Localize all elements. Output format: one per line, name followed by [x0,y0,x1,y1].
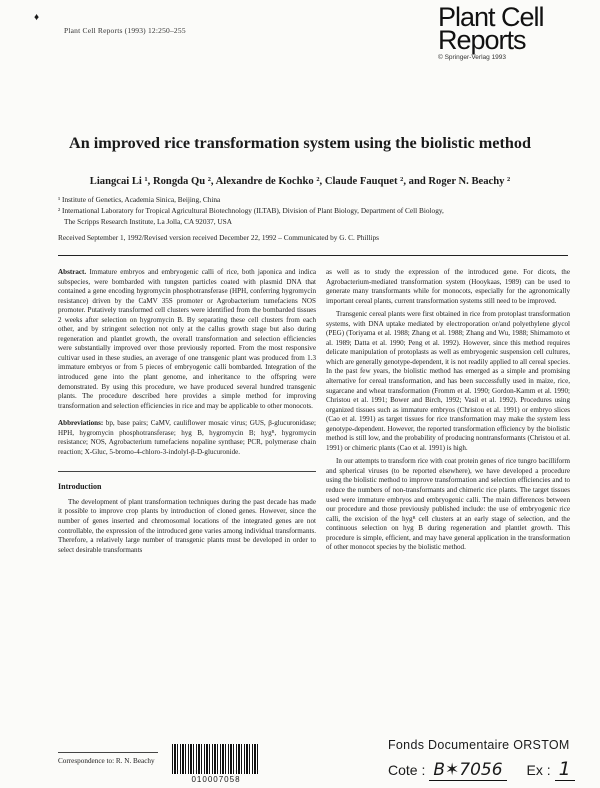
cote-value: B✶7056 [429,760,506,781]
received-dates: Received September 1, 1992/Revised version received December 22, 1992 – Communicated by G. C. Phillips [58,233,379,242]
affiliation-1: ¹ Institute of Genetics, Academia Sinica, Beijing, China [58,195,221,204]
abbreviations-text: bp, base pairs; CaMV, cauliflower mosaic virus; GUS, β-glucuronidase; HPH, hygromycin phosphotransferase; hyg B, hygromycin B; hygᴿ, hygromycin resistance; NOS, Agrobacterium tumefaciens nopaline synthase; PCR, polymerase chain reaction; X-Gluc, 5-bromo-4-chloro-3-indolyl-β-D-glucuronide. [58,419,316,456]
introduction-right-p2: Transgenic cereal plants were first obtained in rice from protoplast transformation systems, with DNA uptake mediated by electroporation or/and polyethylene glycol (PEG) (Toriyama et al. 1988; Zhang et al. 1988; Zhang and Wu, 1988; Shimamoto et al. 1989; Datta et al. 1990; Peng et al. 1992). However, since this method requires delicate manipulation of protoplasts as well as embryogenic suspension cell cultures, which are generally genotype-dependent, it is not readily applied to all cereal species. In the past few years, the biolistic method has emerged as a simple and promising alternative for cereal transformation, and has been successfully used in maize, rice, sugarcane and wheat transformation (Fromm et al. 1990; Gordon-Kamm et al. 1990; Christou et al. 1991; Bower and Birch, 1992; Vasil et al. 1992). Procedures using organized tissues such as immature embryos (Christou et al. 1991) or embryo slices (Cao et al. 1991) as target tissues for rice transformation may make the system less genotype-dependent. However, the reported transformation efficiency by the biolistic method is still low, and the probability of producing nontransformants (Christou et al. 1991) or chimeric plants (Cao et al. 1991) is high. [326,310,570,452]
affiliations [58,194,568,227]
barcode-number: 010007058 [191,775,241,784]
abstract-text: Immature embryos and embryogenic calli of rice, both japonica and indica subspecies, were bombarded with tungsten particles coated with plasmid DNA that contained a gene encoding hygromycin phosphotransferase (HPH, conferring hygromycin resistance) driven by the CaMV 35S promoter or Agrobacterium tumefaciens NOS promoter. Putatively transformed cell clusters were identified from the bombarded tissues 2 weeks after selection on hygromycin B. By separating these cell clusters from each other, and by stringent selection not only at the callus growth stage but also during regeneration and plantlet growth, the overall transformation and selection efficiencies were substantially improved over those previously reported. From the most responsive cultivar used in these studies, an average of one transgenic plant was produced from 1.3 immature embryos or from 5 pieces of embryogenic calli bombarded. Integration of the introduced gene into the plant genome, and inheritance to the offspring were demonstrated. By using this procedure, we have produced several hundred transgenic plants. The procedure described here provides a simple method for improving transformation and selection efficiencies in rice and may be applicable to other monocots. [58,268,317,410]
abbreviations-label: Abbreviations: [58,419,104,428]
author-list: Liangcai Li ¹, Rongda Qu ², Alexandre de Kochko ², Claude Fauquet ², and Roger N. Beachy ² [89,176,511,187]
corner-mark: ♦ [34,12,40,23]
footnote-rule [58,752,158,753]
introduction-heading: Introduction [58,482,102,492]
journal-logo-line1: Plant Cell [438,2,544,32]
stamp-cote-row [388,758,588,781]
journal-citation: Plant Cell Reports (1993) 12:250–255 [64,26,186,35]
introduction-right-p3: In our attempts to transform rice with coat protein genes of rice tungro bacilliform and spherical viruses (to be reported elsewhere), we have developed a procedure using the biolistic method to improve transformation and selection efficiencies and to reduce the numbers of non-transformants and chimeric rice plants. The target tissues used were immature embryos and embryogenic calli. The main differences between our procedure and those previously published include: the use of embryogenic rice calli, the excision of the hygᴿ cell clusters at an early stage of selection, and the continuous selection on hyg B during regeneration and plantlet growth. This procedure is simple, efficient, and may have general application in the transformation of other monocot species by the biolistic method. [326,457,570,552]
article-title: An improved rice transformation system using the biolistic method [69,134,531,152]
affiliation-2-cont: The Scripps Research Institute, La Jolla, CA 92037, USA [64,217,233,226]
introduction-right-p1: as well as to study the expression of the introduced gene. For dicots, the Agrobacterium-mediated transformation system (Hooykaas, 1989) can be used to generate many transformants while for monocots, especially for the agronomically important cereal plants, current transformation systems still need to be improved. [326,268,570,305]
abstract [58,268,316,411]
barcode [170,744,262,784]
section-rule [58,471,316,472]
publisher-notice: © Springer-Verlag 1993 [438,54,507,61]
affiliation-2: ² International Laboratory for Tropical Agricultural Biotechnology (ILTAB), Division of Plant Biology, Department of Cell Biology, [58,206,444,215]
archive-stamp [388,738,588,781]
ex-value: 1 [555,758,575,781]
journal-logo [438,2,578,61]
left-column [58,268,316,559]
ex-label: Ex : [526,762,551,778]
right-column [326,268,570,557]
stamp-title: Fonds Documentaire ORSTOM [388,738,570,752]
journal-logo-line2: Reports [438,25,526,55]
abbreviations [58,419,316,457]
introduction-left-text: The development of plant transformation techniques during the past decade has made it possible to improve crop plants by introduction of cloned genes. However, since the number of genes inserted and chromosomal locations of the integrated genes are not controllable, the expression of the introduced gene varies among individual transformants. Therefore, a relatively large number of transgenic plants must be developed in order to select desirable transformants [58,497,316,554]
barcode-bars [172,744,260,774]
cote-label: Cote : [388,762,426,778]
correspondence-footnote: Correspondence to: R. N. Beachy [58,757,155,765]
header-rule [58,255,568,256]
abstract-label: Abstract. [58,268,87,276]
